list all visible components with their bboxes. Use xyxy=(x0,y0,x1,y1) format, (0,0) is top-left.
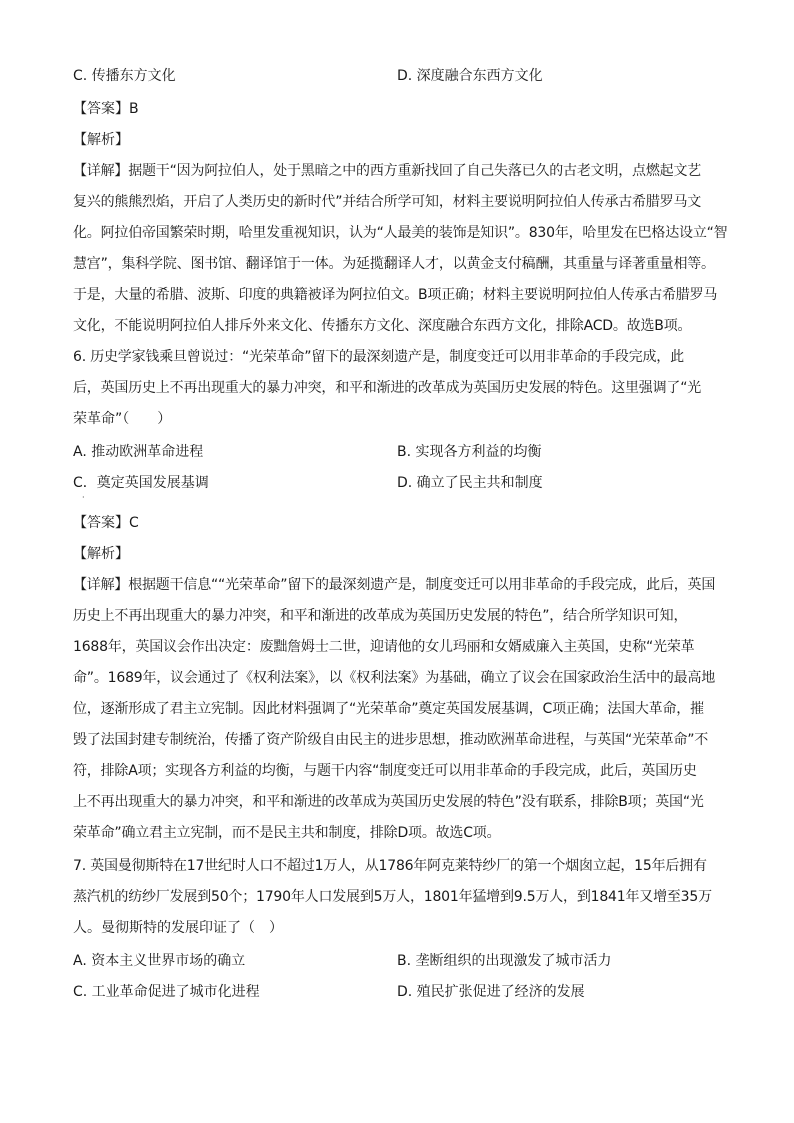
q6-detail-line: 历史上不再出现重大的暴力冲突，和平和渐进的改革成为英国历史发展的特色”，结合所学知识可知， xyxy=(73,608,688,624)
q5-detail-line: 于是，大量的希腊、波斯、印度的典籍被译为阿拉伯文。B项正确；材料主要说明阿拉伯人传承古希腊罗马 xyxy=(73,287,718,303)
q5-analysis-heading: 【解析】 xyxy=(73,132,129,148)
q6-detail-line: 符，排除A项；实现各方利益的均衡，与题干内容“制度变迁可以用非革命的手段完成，此后，英国历史 xyxy=(73,763,697,779)
q6-option-c: C．奠定英国发展基调 xyxy=(73,475,209,491)
q6-option-d: D. 确立了民主共和制度 xyxy=(397,475,543,491)
q5-detail-line: 文化，不能说明阿拉伯人排斥外来文化、传播东方文化、深度融合东西方文化，排除ACD。故选B项。 xyxy=(73,318,692,334)
q6-answer: 【答案】C xyxy=(73,515,139,531)
q5-answer: 【答案】B xyxy=(73,101,139,117)
q6-option-a: A. 推动欧洲革命进程 xyxy=(73,444,204,460)
q6-detail-line: 【详解】根据题干信息““光荣革命”留下的最深刻遗产是，制度变迁可以用非革命的手段完成，此后，英国 xyxy=(73,577,716,593)
q6-analysis-heading: 【解析】 xyxy=(73,546,129,562)
q6-stem-line: 后，英国历史上不再出现重大的暴力冲突，和平和渐进的改革成为英国历史发展的特色。这里强调了“光 xyxy=(73,380,702,396)
q6-detail-line: 位，逐渐形成了君主立宪制。因此材料强调了“光荣革命”奠定英国发展基调，C项正确；法国大革命，摧 xyxy=(73,701,704,717)
q5-option-d: D. 深度融合东西方文化 xyxy=(397,68,543,84)
q6-stem-line: 荣革命”（ ） xyxy=(73,411,172,427)
q7-option-b: B. 垄断组织的出现激发了城市活力 xyxy=(397,953,612,969)
q5-detail-line: 【详解】据题干“因为阿拉伯人，处于黑暗之中的西方重新找回了自己失落已久的古老文明，点燃起文艺 xyxy=(73,163,702,179)
q7-option-c: C. 工业革命促进了城市化进程 xyxy=(73,984,260,1000)
q7-stem-line: 蒸汽机的纺纱厂发展到50个；1790年人口发展到5万人，1801年猛增到9.5万人，到1841年又增至35万 xyxy=(73,889,712,905)
q5-option-c: C. 传播东方文化 xyxy=(73,68,176,84)
q7-option-d: D. 殖民扩张促进了经济的发展 xyxy=(397,984,585,1000)
q6-detail-line: 毁了法国封建专制统治，传播了资产阶级自由民主的进步思想，推动欧洲革命进程，与英国“光荣革命”不 xyxy=(73,732,709,748)
q6-option-b: B. 实现各方利益的均衡 xyxy=(397,444,542,460)
q6-detail-line: 上不再出现重大的暴力冲突，和平和渐进的改革成为英国历史发展的特色”没有联系，排除B项；英国“光 xyxy=(73,794,704,810)
q7-option-a: A. 资本主义世界市场的确立 xyxy=(73,953,246,969)
q5-detail-line: 化。阿拉伯帝国繁荣时期，哈里发重视知识，认为“人最美的装饰是知识”。830年，哈里发在巴格达设立“智 xyxy=(73,225,728,241)
q6-detail-line: 荣革命”确立君主立宪制，而不是民主共和制度，排除D项。故选C项。 xyxy=(73,825,501,841)
q6-stem-line: 6. 历史学家钱乘旦曾说过：“光荣革命”留下的最深刻遗产是，制度变迁可以用非革命的手段完成，此 xyxy=(73,349,684,365)
q6-detail-line: 1688年，英国议会作出决定：废黜詹姆士二世，迎请他的女儿玛丽和女婿威廉入主英国，史称“光荣革 xyxy=(73,639,695,655)
q5-detail-line: 复兴的熊熊烈焰，开启了人类历史的新时代”并结合所学可知，材料主要说明阿拉伯人传承古希腊罗马文 xyxy=(73,194,702,210)
q7-stem-line: 人。曼彻斯特的发展印证了（ ） xyxy=(73,920,283,936)
q6-detail-line: 命”。1689年，议会通过了《权利法案》，以《权利法案》为基础，确立了议会在国家政治生活中的最高地 xyxy=(73,670,716,686)
q5-detail-line: 慧宫”，集科学院、图书馆、翻译馆于一体。为延揽翻译人才，以黄金支付稿酬，其重量与译著重量相等。 xyxy=(73,256,715,272)
stray-dot: · xyxy=(82,493,85,502)
q7-stem-line: 7. 英国曼彻斯特在17世纪时人口不超过1万人，从1786年阿克莱特纱厂的第一个烟囱立起，15年后拥有 xyxy=(73,858,707,874)
